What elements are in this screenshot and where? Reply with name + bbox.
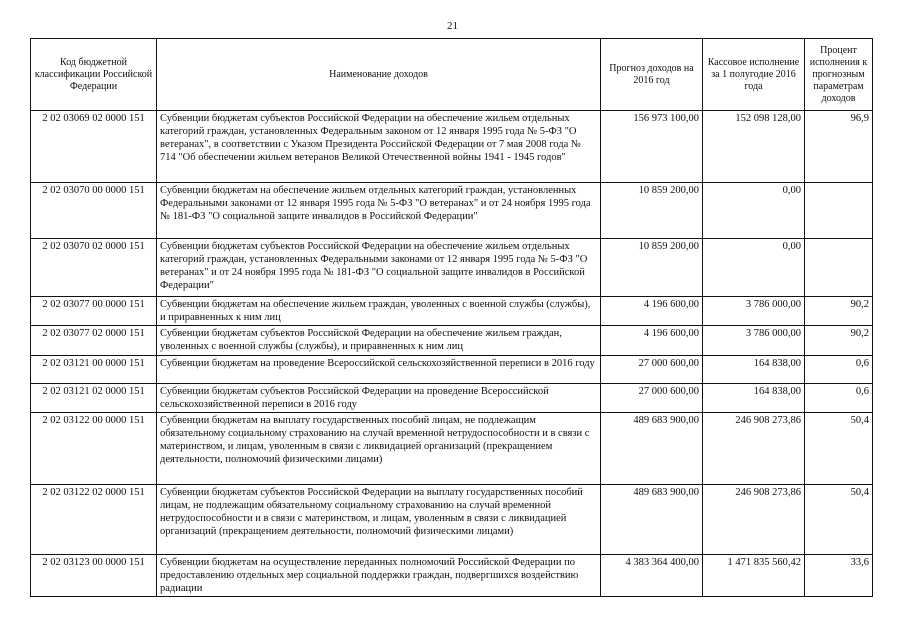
cell-name: Субвенции бюджетам субъектов Российской Федерации на выплату государственных пособий лицам, не подлежащим обязательному социальному страхованию на случай временной нетрудоспособности и в связи с материнством, и лицам, уволенным в связи с ликвидацией организаций (прекращением деятельности, полномочий физическими лицами): [157, 484, 601, 554]
header-execution: Кассовое исполнение за 1 полугодие 2016 года: [703, 39, 805, 111]
table-row: [31, 355, 873, 383]
cell-forecast: 27 000 600,00: [601, 355, 703, 383]
table-row: [31, 239, 873, 297]
cell-forecast: 10 859 200,00: [601, 239, 703, 297]
cell-code: 2 02 03122 02 0000 151: [31, 484, 157, 554]
header-code: Код бюджетной классификации Российской Федерации: [31, 39, 157, 111]
page-number: 21: [447, 20, 458, 32]
cell-code: 2 02 03122 00 0000 151: [31, 412, 157, 484]
cell-code: 2 02 03121 02 0000 151: [31, 383, 157, 412]
cell-code: 2 02 03069 02 0000 151: [31, 111, 157, 183]
cell-forecast: 489 683 900,00: [601, 484, 703, 554]
cell-forecast: 27 000 600,00: [601, 383, 703, 412]
table-row: [31, 554, 873, 596]
table-row: [31, 297, 873, 326]
cell-execution: 0,00: [703, 239, 805, 297]
cell-name: Субвенции бюджетам на обеспечение жильем граждан, уволенных с военной службы (службы), и приравненных к ним лиц: [157, 297, 601, 326]
cell-code: 2 02 03070 02 0000 151: [31, 239, 157, 297]
cell-execution: 152 098 128,00: [703, 111, 805, 183]
cell-name: Субвенции бюджетам субъектов Российской Федерации на проведение Всероссийской сельскохозяйственной переписи в 2016 году: [157, 383, 601, 412]
header-name: Наименование доходов: [157, 39, 601, 111]
cell-name: Субвенции бюджетам на обеспечение жильем отдельных категорий граждан, установленных Федеральными законами от 12 января 1995 года № 5-ФЗ "О ветеранах" и от 24 ноября 1995 года № 181-ФЗ "О социальной защите инвалидов в Российской Федерации": [157, 183, 601, 239]
cell-percent: [805, 239, 873, 297]
table-row: [31, 183, 873, 239]
header-forecast: Прогноз доходов на 2016 год: [601, 39, 703, 111]
cell-percent: 33,6: [805, 554, 873, 596]
table-row: [31, 383, 873, 412]
table-header-row: [31, 39, 873, 111]
cell-percent: 0,6: [805, 383, 873, 412]
cell-forecast: 4 196 600,00: [601, 297, 703, 326]
cell-code: 2 02 03070 00 0000 151: [31, 183, 157, 239]
cell-code: 2 02 03123 00 0000 151: [31, 554, 157, 596]
cell-name: Субвенции бюджетам субъектов Российской Федерации на обеспечение жильем отдельных категорий граждан, установленных Федеральными законами от 12 января 1995 года № 5-ФЗ "О ветеранах" и от 24 ноября 1995 года № 181-ФЗ "О социальной защите инвалидов в Российской Федерации": [157, 239, 601, 297]
cell-name: Субвенции бюджетам на выплату государственных пособий лицам, не подлежащим обязательному социальному страхованию на случай временной нетрудоспособности и в связи с материнством, и лицам, уволенным в связи с ликвидацией организаций (прекращением деятельности, полномочий физическими лицами): [157, 412, 601, 484]
cell-percent: 96,9: [805, 111, 873, 183]
cell-forecast: 10 859 200,00: [601, 183, 703, 239]
cell-code: 2 02 03077 00 0000 151: [31, 297, 157, 326]
cell-name: Субвенции бюджетам субъектов Российской Федерации на обеспечение жильем граждан, уволенных с военной службы (службы), и приравненных к ним лиц: [157, 326, 601, 355]
budget-revenue-table: [30, 38, 873, 597]
table-row: [31, 326, 873, 355]
cell-name: Субвенции бюджетам субъектов Российской Федерации на обеспечение жильем отдельных категорий граждан, установленных Федеральным законом от 12 января 1995 года № 5-ФЗ "О ветеранах", в соответствии с Указом Президента Российской Федерации от 7 мая 2008 года № 714 "Об обеспечении жильем ветеранов Великой Отечественной войны 1941 - 1945 годов": [157, 111, 601, 183]
cell-execution: 246 908 273,86: [703, 412, 805, 484]
cell-code: 2 02 03077 02 0000 151: [31, 326, 157, 355]
cell-execution: 164 838,00: [703, 383, 805, 412]
header-percent: Процент исполнения к прогнозным параметрам доходов: [805, 39, 873, 111]
table-row: [31, 412, 873, 484]
cell-percent: 0,6: [805, 355, 873, 383]
cell-percent: 50,4: [805, 484, 873, 554]
cell-forecast: 4 196 600,00: [601, 326, 703, 355]
table-row: [31, 111, 873, 183]
cell-execution: 246 908 273,86: [703, 484, 805, 554]
cell-forecast: 489 683 900,00: [601, 412, 703, 484]
cell-execution: 1 471 835 560,42: [703, 554, 805, 596]
cell-execution: 3 786 000,00: [703, 326, 805, 355]
cell-percent: 90,2: [805, 326, 873, 355]
cell-execution: 164 838,00: [703, 355, 805, 383]
cell-name: Субвенции бюджетам на проведение Всероссийской сельскохозяйственной переписи в 2016 году: [157, 355, 601, 383]
cell-percent: [805, 183, 873, 239]
table-row: [31, 484, 873, 554]
cell-forecast: 156 973 100,00: [601, 111, 703, 183]
cell-percent: 90,2: [805, 297, 873, 326]
cell-name: Субвенции бюджетам на осуществление переданных полномочий Российской Федерации по предоставлению отдельных мер социальной поддержки граждан, подвергшихся воздействию радиации: [157, 554, 601, 596]
cell-forecast: 4 383 364 400,00: [601, 554, 703, 596]
cell-code: 2 02 03121 00 0000 151: [31, 355, 157, 383]
cell-percent: 50,4: [805, 412, 873, 484]
cell-execution: 3 786 000,00: [703, 297, 805, 326]
cell-execution: 0,00: [703, 183, 805, 239]
